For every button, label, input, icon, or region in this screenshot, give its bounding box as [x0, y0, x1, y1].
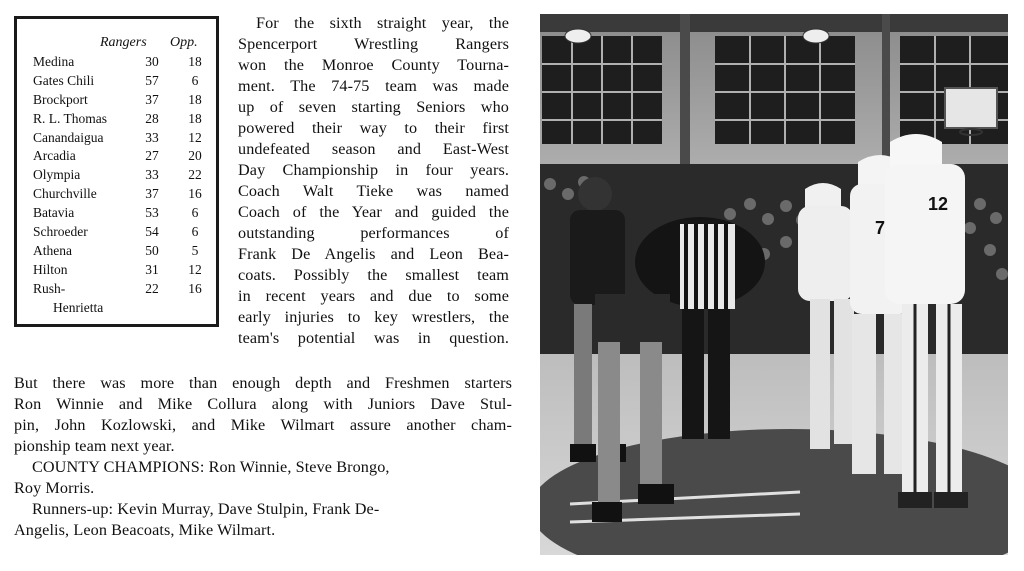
rangers-score: 22	[145, 280, 159, 296]
runners-line-1: Runners-up: Kevin Murray, Dave Stulpin, Frank De-	[32, 500, 380, 518]
rangers-score: 57	[145, 72, 159, 88]
opponent-score: 5	[191, 242, 199, 258]
opponent-name: Olympia	[33, 167, 81, 183]
runners-line-2: Angelis, Leon Beacoats, Mike Wilmart.	[14, 521, 276, 539]
opponent-name: Brockport	[33, 91, 88, 107]
opponent-name: Athena	[33, 242, 72, 258]
opponent-score: 12	[188, 129, 202, 145]
header-opp: Opp.	[170, 35, 198, 50]
score-row	[33, 223, 208, 242]
rangers-score: 53	[145, 205, 159, 221]
score-row	[33, 261, 208, 280]
article-line: Coach of the Year and guided the	[238, 203, 509, 221]
opponent-name: Churchville	[33, 186, 97, 202]
article-line: won the Monroe County Tourna-	[238, 56, 509, 74]
header-rangers: Rangers	[100, 35, 147, 50]
score-row-continuation: Henrietta	[53, 299, 104, 315]
opponent-name: Gates Chili	[33, 72, 95, 88]
opponent-name: Medina	[33, 54, 75, 69]
score-row	[33, 185, 208, 204]
score-row	[33, 129, 208, 148]
score-row	[33, 242, 208, 261]
rangers-score: 28	[145, 110, 159, 126]
article-line: coats. Possibly the smallest team	[238, 266, 509, 284]
rangers-score: 50	[145, 242, 159, 258]
score-row	[33, 110, 208, 129]
article-line: For the sixth straight year, the	[256, 14, 509, 32]
article-line: outstanding performances of	[238, 224, 509, 242]
article-line: Coach Walt Tieke was named	[238, 182, 509, 200]
score-rows	[33, 53, 208, 299]
article-line: in recent years and due to some	[238, 287, 509, 305]
opponent-score: 18	[188, 110, 202, 126]
rangers-score: 33	[145, 167, 159, 183]
article-line: ment. The 74-75 team was made	[238, 77, 509, 95]
opponent-score: 6	[191, 72, 199, 88]
score-row	[33, 166, 208, 185]
opponent-name: Batavia	[33, 205, 75, 221]
score-row	[33, 204, 208, 223]
article-line: pionship team next year.	[14, 437, 175, 455]
jersey-number-12: 12	[928, 194, 949, 214]
article-column-wide	[14, 373, 512, 541]
score-row	[33, 91, 208, 110]
opponent-score: 16	[188, 186, 202, 202]
opponent-score: 18	[188, 91, 202, 107]
opponent-name: Hilton	[33, 261, 68, 277]
rangers-score: 54	[145, 224, 159, 240]
score-row	[33, 280, 208, 299]
article-column-narrow	[238, 13, 509, 349]
rangers-score: 30	[145, 54, 159, 69]
opponent-name: R. L. Thomas	[33, 110, 107, 126]
article-line: pin, John Kozlowski, and Mike Wilmart assure another cham-	[14, 416, 512, 434]
wrestling-photo	[540, 14, 1008, 555]
opponent-score: 16	[188, 280, 202, 296]
opponent-score: 6	[191, 205, 199, 221]
opponent-name: Rush-	[33, 280, 66, 296]
rangers-score: 37	[145, 186, 159, 202]
opponent-score: 22	[188, 167, 202, 183]
basketball-hoop	[945, 88, 997, 135]
rangers-score: 37	[145, 91, 159, 107]
rangers-score: 27	[145, 148, 159, 164]
score-row	[33, 53, 208, 72]
score-row	[33, 72, 208, 91]
gym-windows	[542, 36, 1008, 144]
article-line: Frank De Angelis and Leon Bea-	[238, 245, 509, 263]
opponent-score: 12	[188, 261, 202, 277]
article-line: team's potential was in question.	[238, 329, 509, 347]
article-line: early injuries to key wrestlers, the	[238, 308, 509, 326]
rangers-score: 33	[145, 129, 159, 145]
opponent-score: 6	[191, 224, 199, 240]
jersey-number-7: 7	[875, 218, 886, 238]
rangers-score: 31	[145, 261, 159, 277]
article-line: Ron Winnie and Mike Collura along with Juniors Dave Stul-	[14, 395, 512, 413]
opponent-name: Canandaigua	[33, 129, 104, 145]
article-line: undefeated season and East-West	[238, 140, 509, 158]
opponent-score: 20	[188, 148, 202, 164]
article-line: Spencerport Wrestling Rangers	[238, 35, 509, 53]
score-table-header	[33, 33, 208, 53]
champions-line-1: COUNTY CHAMPIONS: Ron Winnie, Steve Brongo,	[32, 458, 390, 476]
article-line: powered their way to their first	[238, 119, 509, 137]
article-line: up of seven starting Seniors who	[238, 98, 509, 116]
opponent-name: Arcadia	[33, 148, 76, 164]
opponent-name: Schroeder	[33, 224, 88, 240]
opponent-score: 18	[188, 54, 202, 69]
article-line: Day Championship in four years.	[238, 161, 509, 179]
champions-line-2: Roy Morris.	[14, 479, 95, 497]
score-table	[14, 16, 219, 327]
article-line: But there was more than enough depth and Freshmen starters	[14, 374, 512, 392]
photo-illustration	[540, 14, 1008, 555]
score-row	[33, 147, 208, 166]
